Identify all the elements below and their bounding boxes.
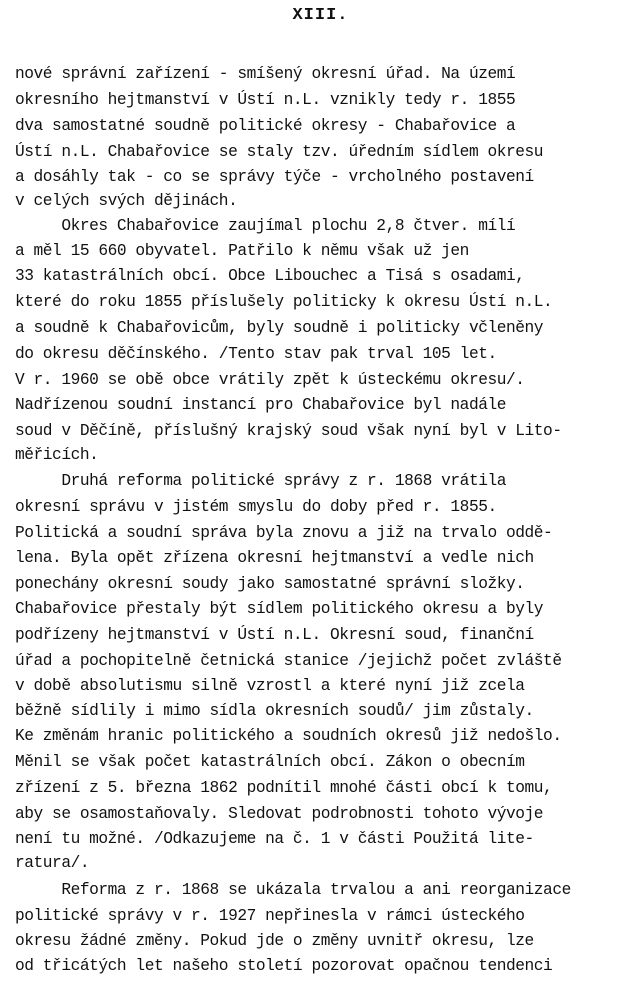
text-line: Chabařovice přestaly být sídlem politického okresu a byly (15, 600, 544, 618)
text-line: do okresu děčínského. /Tento stav pak trval 105 let. (15, 345, 497, 363)
text-line: Měnil se však počet katastrálních obcí. Zákon o obecním (15, 753, 525, 771)
text-line: ponechány okresní soudy jako samostatné správní složky. (15, 575, 525, 593)
text-line: dva samostatné soudně politické okresy - Chabařovice a (15, 117, 516, 135)
text-line: Ústí n.L. Chabařovice se staly tzv. úředním sídlem okresu (15, 143, 544, 161)
text-line: úřad a pochopitelně četnická stanice /jejichž počet zvláště (15, 652, 562, 670)
text-line: Ke změnám hranic politického a soudních okresů již nedošlo. (15, 727, 562, 745)
text-line: měřicích. (15, 446, 99, 464)
text-line: aby se osamostaňovaly. Sledovat podrobnosti tohoto vývoje (15, 805, 544, 823)
text-line: ratura/. (15, 854, 90, 872)
text-line: politické správy v r. 1927 nepřinesla v rámci ústeckého (15, 907, 525, 925)
text-line: Politická a soudní správa byla znovu a již na trvalo oddě- (15, 524, 553, 542)
text-line: v době absolutismu silně vzrostl a které nyní již zcela (15, 677, 525, 695)
text-line: V r. 1960 se obě obce vrátily zpět k ústeckému okresu/. (15, 371, 525, 389)
text-line: Druhá reforma politické správy z r. 1868 vrátila (15, 472, 506, 490)
text-line: okresu žádné změny. Pokud jde o změny uvnitř okresu, lze (15, 932, 534, 950)
text-line: lena. Byla opět zřízena okresní hejtmanství a vedle nich (15, 549, 534, 567)
text-line: podřízeny hejtmanství v Ústí n.L. Okresní soud, finanční (15, 626, 534, 644)
text-line: soud v Děčíně, příslušný krajský soud však nyní byl v Lito- (15, 422, 562, 440)
text-line: a měl 15 660 obyvatel. Patřilo k němu však už jen (15, 242, 469, 260)
page-number: XIII. (292, 6, 349, 25)
text-line: běžně sídlily i mimo sídla okresních soudů/ jim zůstaly. (15, 702, 534, 720)
text-line: Reforma z r. 1868 se ukázala trvalou a ani reorganizace (15, 881, 571, 899)
text-line: nové správní zařízení - smíšený okresní úřad. Na území (15, 65, 516, 83)
text-line: není tu možné. /Odkazujeme na č. 1 v části Použitá lite- (15, 830, 534, 848)
text-line: v celých svých dějinách. (15, 192, 238, 210)
text-line: okresního hejtmanství v Ústí n.L. vznikly tedy r. 1855 (15, 91, 516, 109)
text-line: a dosáhly tak - co se správy týče - vrcholného postavení (15, 168, 534, 186)
text-line: Nadřízenou soudní instancí pro Chabařovice byl nadále (15, 396, 506, 414)
text-line: a soudně k Chabařovicům, byly soudně i politicky včleněny (15, 319, 544, 337)
text-line: Okres Chabařovice zaujímal plochu 2,8 čtver. mílí (15, 217, 516, 235)
text-line: 33 katastrálních obcí. Obce Libouchec a Tisá s osadami, (15, 267, 525, 285)
text-line: od třicátých let našeho století pozorovat opačnou tendenci (15, 957, 553, 975)
text-line: které do roku 1855 příslušely politicky k okresu Ústí n.L. (15, 293, 553, 311)
text-line: zřízení z 5. března 1862 podnítil mnohé části obcí k tomu, (15, 779, 553, 797)
text-line: okresní správu v jistém smyslu do doby před r. 1855. (15, 498, 497, 516)
